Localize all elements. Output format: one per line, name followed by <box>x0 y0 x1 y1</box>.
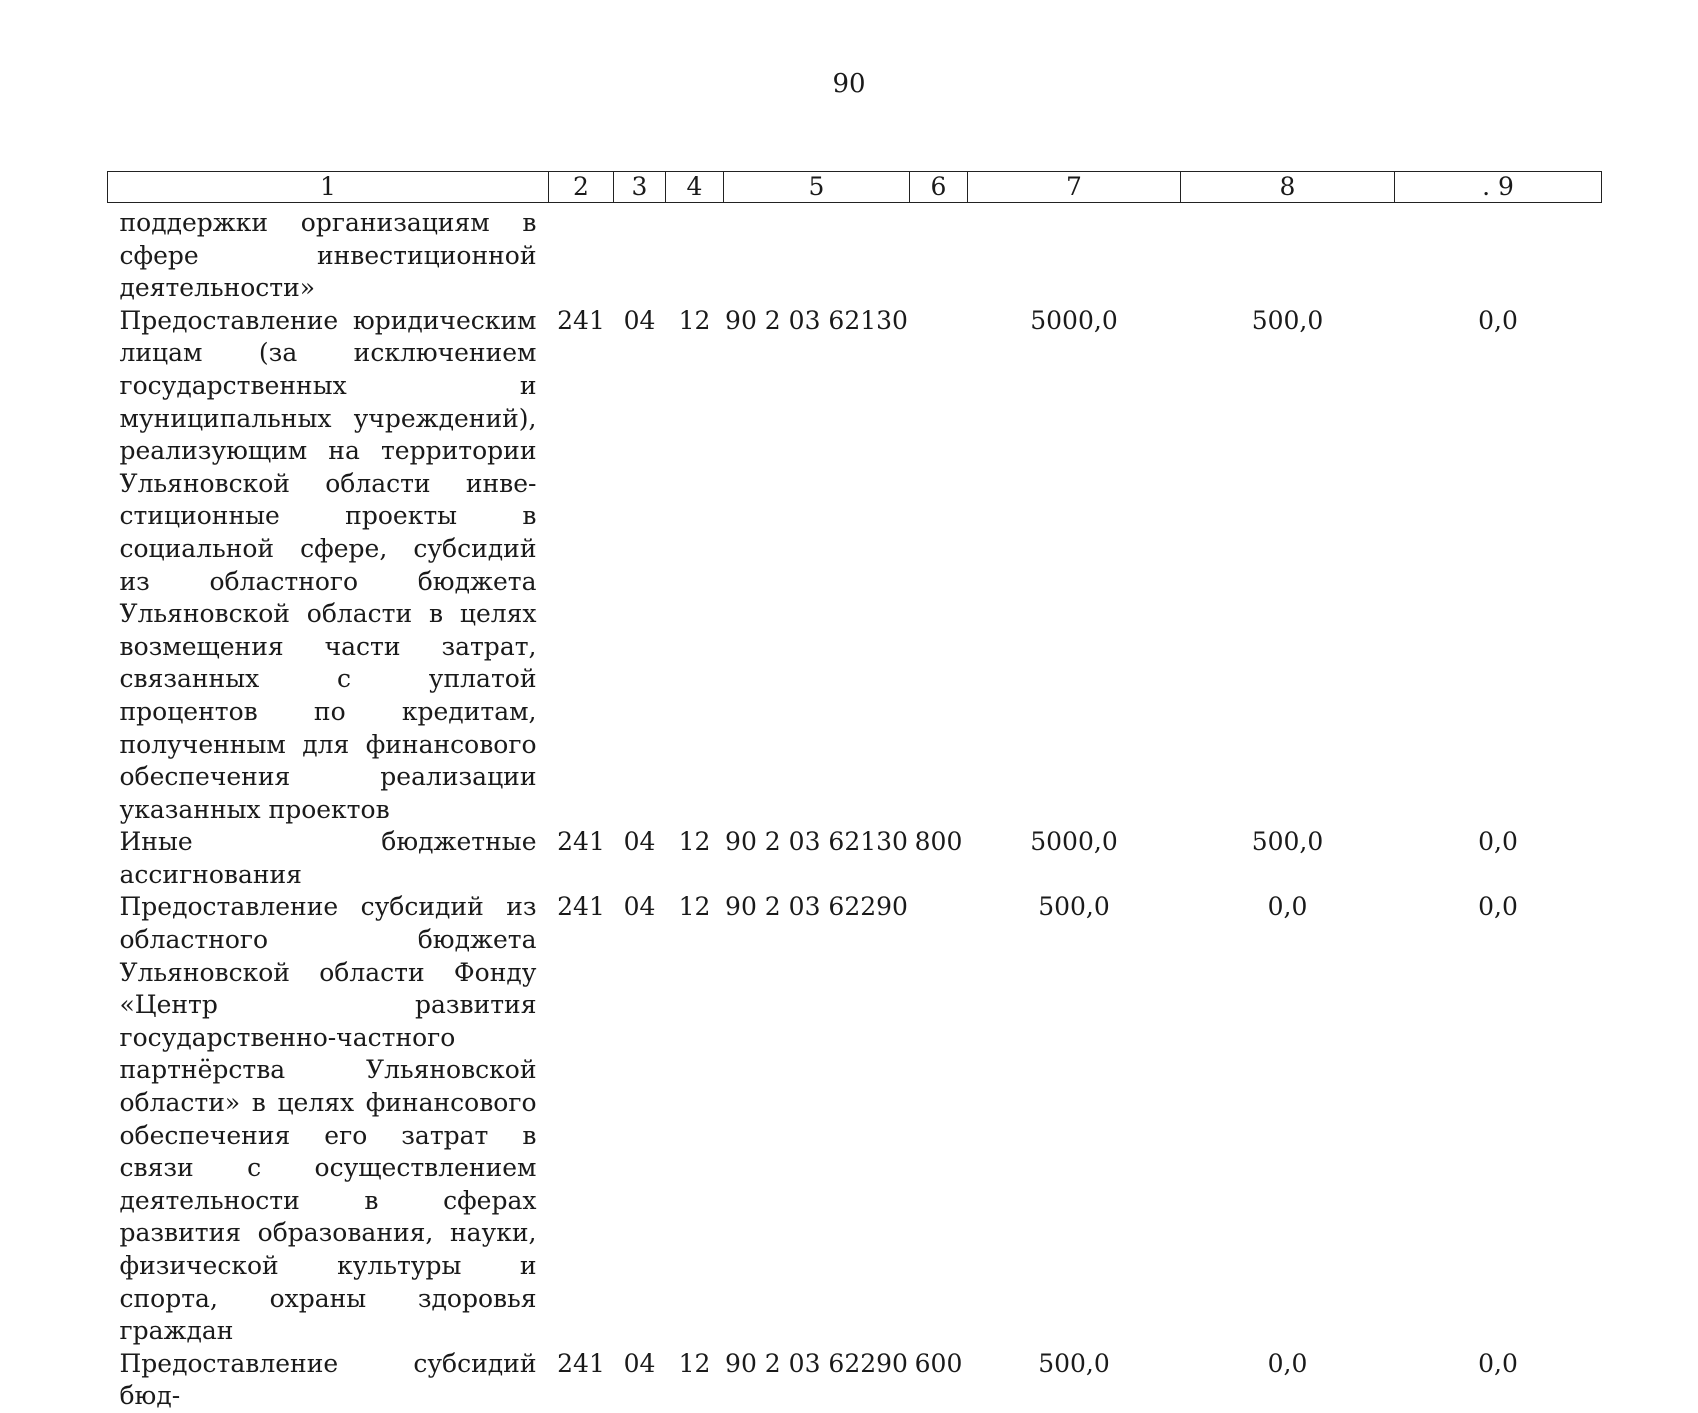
row-col-6 <box>910 891 968 1347</box>
row-col-4: 12 <box>678 1348 711 1378</box>
table-row <box>108 203 1602 305</box>
row-col-8: 500,0 <box>1251 827 1324 857</box>
row-col-4: 12 <box>678 305 711 335</box>
column-header-8: 8 <box>1181 172 1395 203</box>
row-col-5 <box>724 203 910 305</box>
row-col-2: 241 <box>557 305 605 335</box>
row-col-5: 90 2 03 62130 <box>725 305 908 335</box>
row-col-9 <box>1395 203 1602 305</box>
row-col-3: 04 <box>623 827 656 857</box>
row-col-7: 5000,0 <box>1030 305 1118 335</box>
row-col-9: 0,0 <box>1478 827 1518 857</box>
budget-table <box>107 171 1602 1413</box>
row-col-2: 241 <box>557 1348 605 1378</box>
row-col-2 <box>549 203 614 305</box>
row-col-4 <box>666 203 724 305</box>
header-row <box>108 172 1602 203</box>
table-row <box>108 826 1602 891</box>
column-header-9: . 9 <box>1395 172 1602 203</box>
table-row <box>108 305 1602 827</box>
row-name: поддержки организациям в сфере инвестиционной деятельности» <box>119 208 537 303</box>
row-col-8: 500,0 <box>1251 305 1324 335</box>
row-col-7: 5000,0 <box>1030 827 1118 857</box>
table-row <box>108 891 1602 1347</box>
row-col-6 <box>910 305 968 827</box>
table-header <box>108 172 1602 203</box>
row-col-5: 90 2 03 62130 <box>725 827 908 857</box>
page-number: 90 <box>832 69 866 99</box>
row-col-6: 800 <box>914 827 963 857</box>
row-col-2: 241 <box>557 827 605 857</box>
row-col-7 <box>968 203 1181 305</box>
row-col-5: 90 2 03 62290 <box>725 1348 908 1378</box>
column-header-1: 1 <box>108 172 549 203</box>
row-col-9: 0,0 <box>1478 892 1518 922</box>
row-col-2: 241 <box>557 892 605 922</box>
row-name: Предоставление субсидий из областного бюджета Ульяновской области Фонду «Центр развития государственно-частного партнёрства Ульяновской области» в целях финансового обеспечения его затрат в связи с осуществлением деятельности в сферах развития образования, науки, физической культуры и спорта, охраны здоровья граждан <box>119 892 537 1346</box>
row-col-8: 0,0 <box>1267 1348 1308 1378</box>
row-col-9: 0,0 <box>1478 1348 1518 1378</box>
row-name: Предоставление юридическим лицам (за исключением государственных и муниципальных учреждений), реализующим на территории Ульяновской области инвестиционные проекты в социальной сфере, субсидий из областного бюджета Ульяновской области в целях возмещения части затрат, связанных с уплатой процентов по кредитам, полученным для финансового обеспечения реализации указанных проектов <box>119 305 537 824</box>
table-row <box>108 1348 1602 1413</box>
row-col-4: 12 <box>678 827 711 857</box>
row-name: Иные бюджетные ассигнования <box>119 827 537 889</box>
row-col-8: 0,0 <box>1267 892 1308 922</box>
row-col-5: 90 2 03 62290 <box>725 892 908 922</box>
column-header-5: 5 <box>724 172 910 203</box>
column-header-2: 2 <box>549 172 614 203</box>
row-col-6 <box>910 203 968 305</box>
row-col-8 <box>1181 203 1395 305</box>
row-col-7: 500,0 <box>1038 892 1110 922</box>
row-col-7: 500,0 <box>1038 1348 1110 1378</box>
row-name: Предоставление субсидий бюд- <box>119 1348 537 1411</box>
row-col-6: 600 <box>914 1348 963 1378</box>
row-col-3 <box>614 203 666 305</box>
row-col-3: 04 <box>623 1348 656 1378</box>
row-col-9: 0,0 <box>1478 305 1518 335</box>
column-header-6: 6 <box>910 172 968 203</box>
column-header-3: 3 <box>614 172 666 203</box>
row-col-4: 12 <box>678 892 711 922</box>
column-header-7: 7 <box>968 172 1181 203</box>
row-col-3: 04 <box>623 892 656 922</box>
table-body <box>108 203 1602 1413</box>
column-header-4: 4 <box>666 172 724 203</box>
row-col-3: 04 <box>623 305 656 335</box>
